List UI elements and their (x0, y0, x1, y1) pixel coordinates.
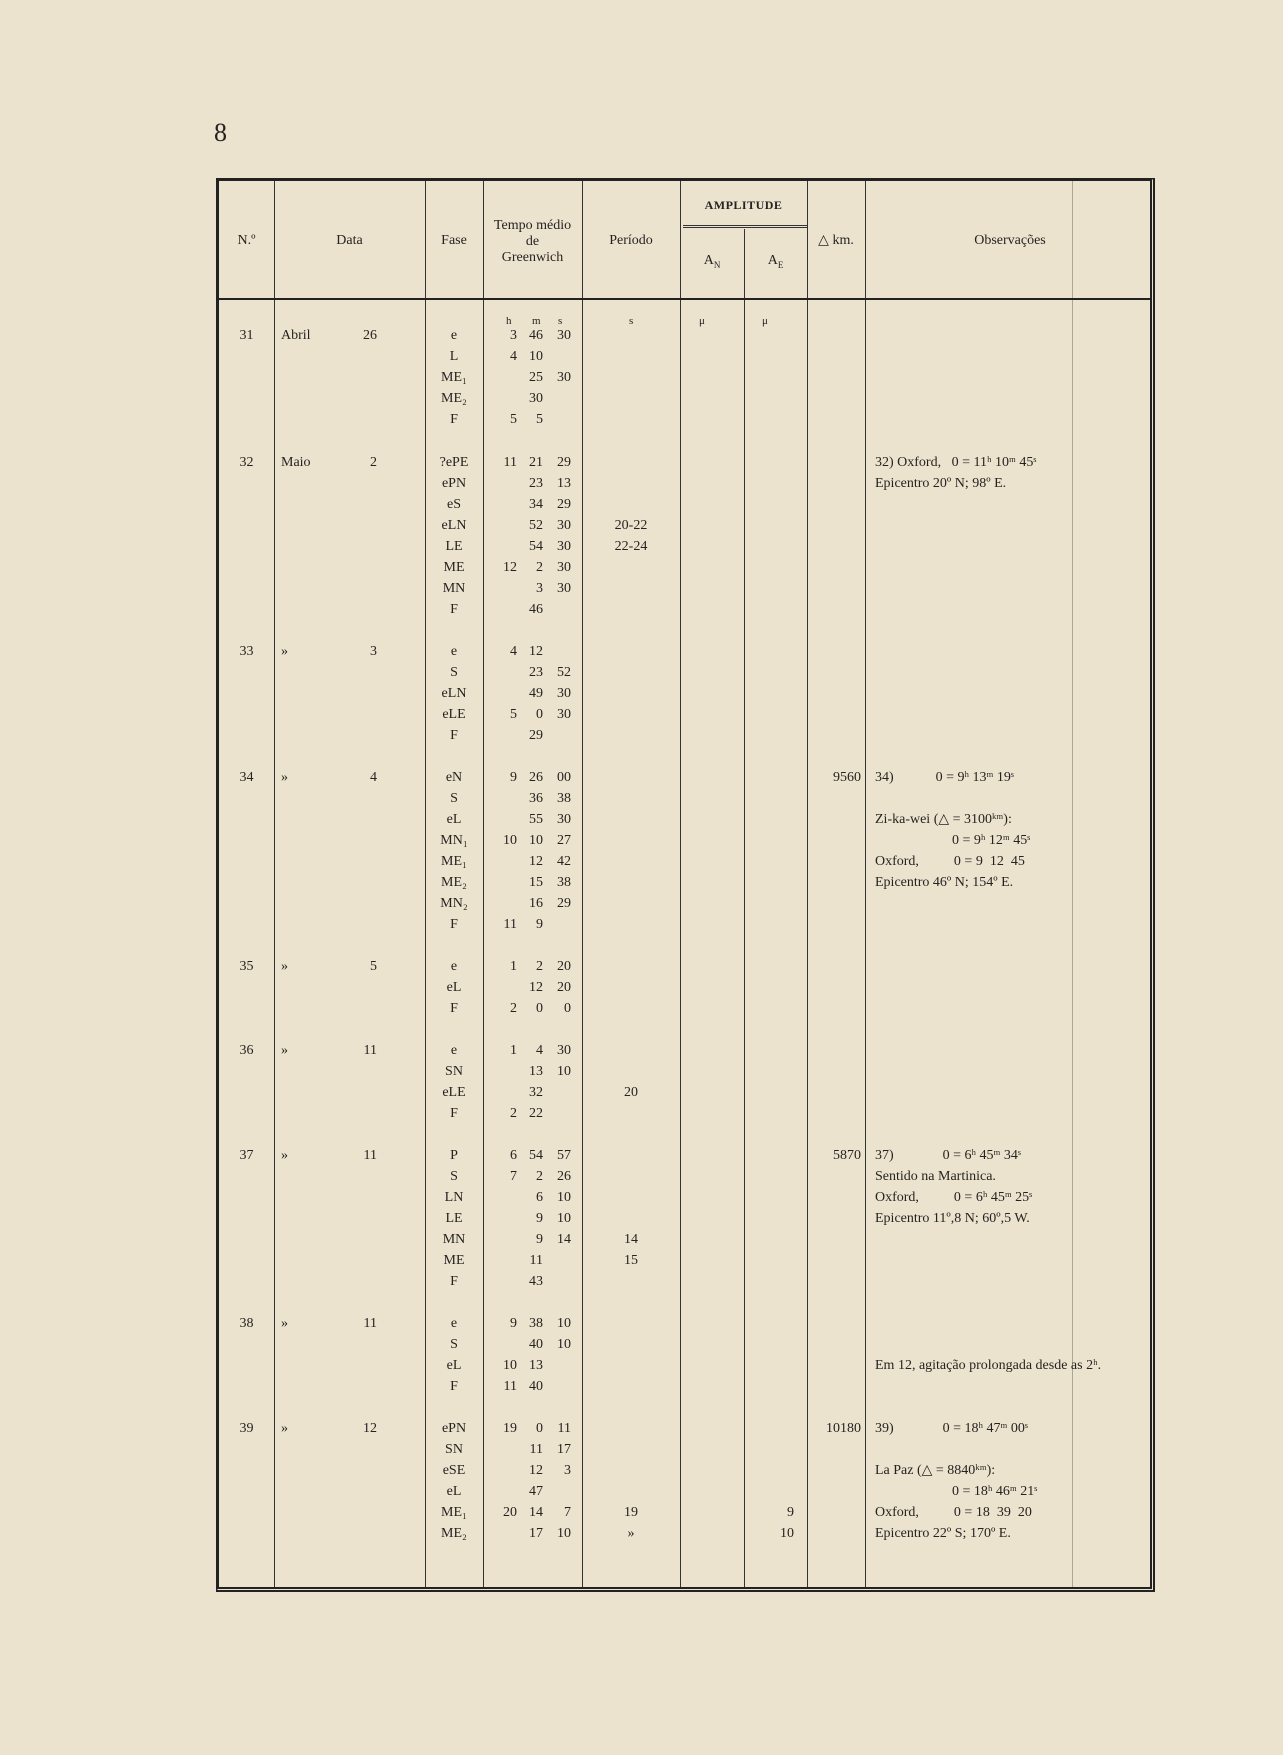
cell-seconds: 30 (557, 518, 571, 533)
cell-phase: F (450, 1106, 458, 1121)
cell-day: 5 (370, 959, 377, 974)
cell-phase: SN (445, 1442, 463, 1457)
cell-seconds: 20 (557, 959, 571, 974)
cell-seconds: 52 (557, 665, 571, 680)
cell-minutes: 5 (536, 412, 543, 427)
cell-hours: 9 (510, 770, 517, 785)
cell-phase: eLN (441, 686, 467, 701)
col-divider (582, 181, 583, 1587)
cell-minutes: 52 (529, 518, 543, 533)
cell-phase: S (450, 1337, 458, 1352)
header-an-a: A (703, 253, 714, 268)
unit-minutes: m (532, 315, 541, 327)
cell-hours: 11 (503, 455, 517, 470)
cell-minutes: 9 (536, 1232, 543, 1247)
cell-hours: 6 (510, 1148, 517, 1163)
cell-number: 31 (239, 328, 254, 343)
cell-hours: 10 (503, 833, 517, 848)
cell-minutes: 46 (529, 328, 543, 343)
cell-hours: 20 (503, 1505, 517, 1520)
cell-phase: eL (446, 1484, 462, 1499)
cell-seconds: 3 (564, 1463, 571, 1478)
cell-phase: e (450, 959, 458, 974)
cell-month: Maio (281, 455, 311, 470)
observation-line: Epicentro 11º,8 N; 60º,5 W. (875, 1211, 1030, 1226)
observation-line: 34) 0 = 9ʰ 13ᵐ 19ˢ (875, 770, 1014, 785)
cell-seconds: 30 (557, 370, 571, 385)
col-divider (680, 181, 681, 1587)
cell-phase: ?ePE (439, 455, 469, 470)
header-fase: Fase (441, 233, 467, 248)
cell-distance: 9560 (833, 770, 861, 785)
cell-hours: 2 (510, 1001, 517, 1016)
cell-minutes: 13 (529, 1358, 543, 1373)
cell-day: 2 (370, 455, 377, 470)
cell-phase: e (450, 1316, 458, 1331)
cell-day: 11 (363, 1148, 377, 1163)
cell-period: 22-24 (614, 539, 648, 554)
cell-seconds: 13 (557, 476, 571, 491)
cell-period: 15 (624, 1253, 638, 1268)
cell-phase: ePN (441, 1421, 467, 1436)
observation-line: 37) 0 = 6ʰ 45ᵐ 34ˢ (875, 1148, 1021, 1163)
observation-line: 39) 0 = 18ʰ 47ᵐ 00ˢ (875, 1421, 1028, 1436)
cell-phase: SN (445, 1064, 463, 1079)
cell-minutes: 13 (529, 1064, 543, 1079)
cell-phase: F (450, 728, 458, 743)
cell-hours: 3 (510, 328, 517, 343)
header-ae-sub: E (777, 259, 784, 270)
cell-day: 11 (363, 1043, 377, 1058)
cell-period: 20 (624, 1085, 638, 1100)
col-divider (807, 181, 808, 1587)
cell-month: Abril (281, 328, 311, 343)
cell-seconds: 29 (557, 896, 571, 911)
cell-minutes: 17 (529, 1526, 543, 1541)
header-tempo-line1: Tempo médio (493, 218, 572, 233)
cell-number: 36 (239, 1043, 254, 1058)
cell-phase: ME₂ (441, 391, 467, 406)
header-periodo: Período (609, 233, 653, 248)
cell-minutes: 0 (536, 1001, 543, 1016)
cell-phase: eSE (442, 1463, 466, 1478)
cell-month: » (281, 770, 288, 785)
cell-hours: 5 (510, 412, 517, 427)
cell-phase: eL (446, 812, 462, 827)
cell-period: 19 (624, 1505, 638, 1520)
header-tempo-line3: Greenwich (501, 250, 564, 265)
cell-minutes: 15 (529, 875, 543, 890)
cell-minutes: 11 (529, 1442, 543, 1457)
header-ae (744, 253, 807, 273)
cell-minutes: 2 (536, 1169, 543, 1184)
cell-phase: F (450, 412, 458, 427)
cell-seconds: 26 (557, 1169, 571, 1184)
cell-phase: LE (445, 539, 463, 554)
cell-minutes: 30 (529, 391, 543, 406)
cell-minutes: 23 (529, 665, 543, 680)
cell-month: » (281, 1043, 288, 1058)
observation-line: Sentido na Martinica. (875, 1169, 996, 1184)
cell-period: 14 (624, 1232, 638, 1247)
cell-minutes: 25 (529, 370, 543, 385)
cell-minutes: 34 (529, 497, 543, 512)
cell-minutes: 40 (529, 1337, 543, 1352)
header-km: △ km. (818, 233, 854, 248)
cell-minutes: 12 (529, 1463, 543, 1478)
cell-phase: e (450, 328, 458, 343)
cell-minutes: 2 (536, 959, 543, 974)
cell-number: 34 (239, 770, 254, 785)
cell-phase: F (450, 1379, 458, 1394)
cell-seconds: 57 (557, 1148, 571, 1163)
cell-minutes: 0 (536, 1421, 543, 1436)
cell-seconds: 42 (557, 854, 571, 869)
cell-hours: 1 (510, 1043, 517, 1058)
cell-phase: eL (446, 980, 462, 995)
cell-phase: P (450, 1148, 458, 1163)
cell-phase: S (450, 1169, 458, 1184)
cell-seconds: 10 (557, 1337, 571, 1352)
cell-month: » (281, 644, 288, 659)
col-divider (483, 181, 484, 1587)
cell-number: 38 (239, 1316, 254, 1331)
cell-phase: ME₁ (441, 854, 467, 869)
cell-minutes: 14 (529, 1505, 543, 1520)
cell-phase: ME₁ (441, 370, 467, 385)
cell-minutes: 43 (529, 1274, 543, 1289)
cell-phase: MN (442, 1232, 466, 1247)
amplitude-divider (744, 229, 745, 1587)
cell-minutes: 10 (529, 833, 543, 848)
observation-line: La Paz (△ = 8840ᵏᵐ): (875, 1463, 996, 1478)
cell-seconds: 30 (557, 686, 571, 701)
cell-period: 20-22 (614, 518, 648, 533)
cell-minutes: 29 (529, 728, 543, 743)
cell-phase: ME₂ (441, 875, 467, 890)
cell-minutes: 16 (529, 896, 543, 911)
cell-minutes: 54 (529, 1148, 543, 1163)
cell-phase: eL (446, 1358, 462, 1373)
cell-hours: 19 (503, 1421, 517, 1436)
cell-minutes: 21 (529, 455, 543, 470)
observation-line: 32) Oxford, 0 = 11ʰ 10ᵐ 45ˢ (875, 455, 1037, 470)
cell-seconds: 30 (557, 539, 571, 554)
cell-seconds: 30 (557, 560, 571, 575)
cell-phase: eLN (441, 518, 467, 533)
cell-day: 26 (363, 328, 377, 343)
cell-phase: F (450, 917, 458, 932)
observation-line: 0 = 9ʰ 12ᵐ 45ˢ (875, 833, 1031, 848)
cell-seconds: 20 (557, 980, 571, 995)
cell-phase: F (450, 1001, 458, 1016)
header-num: N.º (237, 233, 256, 248)
cell-phase: ME₂ (441, 1526, 467, 1541)
amplitude-separator (683, 225, 807, 228)
cell-number: 35 (239, 959, 254, 974)
col-divider (274, 181, 275, 1587)
cell-minutes: 46 (529, 602, 543, 617)
header-data: Data (336, 233, 363, 248)
col-divider (1072, 181, 1073, 1587)
observation-line: Oxford, 0 = 6ʰ 45ᵐ 25ˢ (875, 1190, 1033, 1205)
header-amplitude: AMPLITUDE (704, 198, 783, 212)
cell-minutes: 49 (529, 686, 543, 701)
cell-amp-e: 10 (780, 1526, 794, 1541)
cell-number: 37 (239, 1148, 254, 1163)
unit-an: μ (699, 315, 705, 327)
unit-ae: μ (762, 315, 768, 327)
cell-number: 33 (239, 644, 254, 659)
observation-line: Oxford, 0 = 9 12 45 (875, 854, 1025, 869)
cell-seconds: 7 (564, 1505, 571, 1520)
cell-minutes: 12 (529, 644, 543, 659)
cell-minutes: 22 (529, 1106, 543, 1121)
cell-seconds: 10 (557, 1190, 571, 1205)
cell-minutes: 47 (529, 1484, 543, 1499)
cell-phase: eLE (442, 1085, 466, 1100)
cell-minutes: 9 (536, 1211, 543, 1226)
cell-minutes: 0 (536, 707, 543, 722)
cell-hours: 5 (510, 707, 517, 722)
cell-phase: LE (445, 1211, 463, 1226)
cell-hours: 11 (503, 1379, 517, 1394)
cell-phase: MN₁ (440, 833, 468, 848)
cell-number: 39 (239, 1421, 254, 1436)
cell-seconds: 30 (557, 812, 571, 827)
cell-seconds: 00 (557, 770, 571, 785)
cell-day: 11 (363, 1316, 377, 1331)
cell-minutes: 6 (536, 1190, 543, 1205)
header-an-sub: N (713, 259, 721, 270)
observation-line: Oxford, 0 = 18 39 20 (875, 1505, 1032, 1520)
header-ae-a: A (767, 253, 778, 268)
cell-phase: F (450, 1274, 458, 1289)
cell-minutes: 54 (529, 539, 543, 554)
cell-phase: e (450, 644, 458, 659)
cell-hours: 2 (510, 1106, 517, 1121)
observation-line: Em 12, agitação prolongada desde as 2ʰ. (875, 1358, 1102, 1373)
cell-month: » (281, 959, 288, 974)
cell-day: 12 (363, 1421, 377, 1436)
cell-seconds: 27 (557, 833, 571, 848)
cell-hours: 4 (510, 349, 517, 364)
cell-seconds: 0 (564, 1001, 571, 1016)
header-observacoes: Observações (974, 233, 1046, 248)
cell-phase: ME (443, 1253, 465, 1268)
cell-seconds: 30 (557, 581, 571, 596)
cell-minutes: 10 (529, 349, 543, 364)
cell-phase: eS (447, 497, 461, 512)
unit-periodo: s (629, 315, 634, 327)
cell-seconds: 17 (557, 1442, 571, 1457)
cell-seconds: 30 (557, 707, 571, 722)
header-separator (219, 298, 1150, 300)
cell-seconds: 38 (557, 791, 571, 806)
cell-hours: 12 (503, 560, 517, 575)
cell-day: 4 (370, 770, 377, 785)
cell-minutes: 12 (529, 854, 543, 869)
cell-phase: MN₂ (440, 896, 468, 911)
cell-minutes: 40 (529, 1379, 543, 1394)
cell-distance: 10180 (826, 1421, 861, 1436)
cell-seconds: 10 (557, 1526, 571, 1541)
cell-month: » (281, 1316, 288, 1331)
cell-distance: 5870 (833, 1148, 861, 1163)
cell-seconds: 30 (557, 1043, 571, 1058)
cell-hours: 9 (510, 1316, 517, 1331)
page-number: 8 (214, 118, 227, 147)
cell-amp-e: 9 (787, 1505, 794, 1520)
cell-number: 32 (239, 455, 254, 470)
observation-line: Epicentro 46º N; 154º E. (875, 875, 1014, 890)
observation-line: Zi-ka-wei (△ = 3100ᵏᵐ): (875, 812, 1012, 827)
cell-minutes: 9 (536, 917, 543, 932)
unit-seconds: s (558, 315, 563, 327)
col-divider (865, 181, 866, 1587)
cell-day: 3 (370, 644, 377, 659)
cell-hours: 10 (503, 1358, 517, 1373)
cell-seconds: 14 (557, 1232, 571, 1247)
unit-hours: h (506, 315, 512, 327)
cell-seconds: 11 (557, 1421, 571, 1436)
seismic-table (216, 178, 1155, 1592)
cell-seconds: 10 (557, 1316, 571, 1331)
cell-hours: 7 (510, 1169, 517, 1184)
observation-line: Epicentro 22º S; 170º E. (875, 1526, 1011, 1541)
cell-minutes: 4 (536, 1043, 543, 1058)
cell-phase: eN (445, 770, 463, 785)
header-an (680, 253, 744, 273)
cell-month: » (281, 1148, 288, 1163)
cell-phase: e (450, 1043, 458, 1058)
cell-period: » (627, 1526, 635, 1541)
cell-hours: 4 (510, 644, 517, 659)
cell-phase: MN (442, 581, 466, 596)
cell-phase: ME (443, 560, 465, 575)
cell-seconds: 30 (557, 328, 571, 343)
cell-minutes: 38 (529, 1316, 543, 1331)
cell-minutes: 23 (529, 476, 543, 491)
cell-minutes: 32 (529, 1085, 543, 1100)
cell-month: » (281, 1421, 288, 1436)
observation-line: Epicentro 20º N; 98º E. (875, 476, 1007, 491)
cell-seconds: 38 (557, 875, 571, 890)
cell-phase: L (449, 349, 459, 364)
cell-hours: 11 (503, 917, 517, 932)
cell-minutes: 12 (529, 980, 543, 995)
cell-minutes: 55 (529, 812, 543, 827)
observation-line: 0 = 18ʰ 46ᵐ 21ˢ (875, 1484, 1038, 1499)
cell-seconds: 29 (557, 455, 571, 470)
cell-phase: ME₁ (441, 1505, 467, 1520)
cell-phase: eLE (442, 707, 466, 722)
cell-phase: F (450, 602, 458, 617)
cell-phase: S (450, 665, 458, 680)
cell-hours: 1 (510, 959, 517, 974)
cell-seconds: 10 (557, 1211, 571, 1226)
cell-minutes: 3 (536, 581, 543, 596)
cell-minutes: 2 (536, 560, 543, 575)
cell-minutes: 36 (529, 791, 543, 806)
cell-phase: ePN (441, 476, 467, 491)
cell-phase: S (450, 791, 458, 806)
cell-phase: LN (444, 1190, 464, 1205)
header-tempo (483, 218, 582, 266)
cell-minutes: 26 (529, 770, 543, 785)
cell-seconds: 10 (557, 1064, 571, 1079)
cell-minutes: 11 (529, 1253, 543, 1268)
header-tempo-line2: de (525, 234, 540, 249)
cell-seconds: 29 (557, 497, 571, 512)
